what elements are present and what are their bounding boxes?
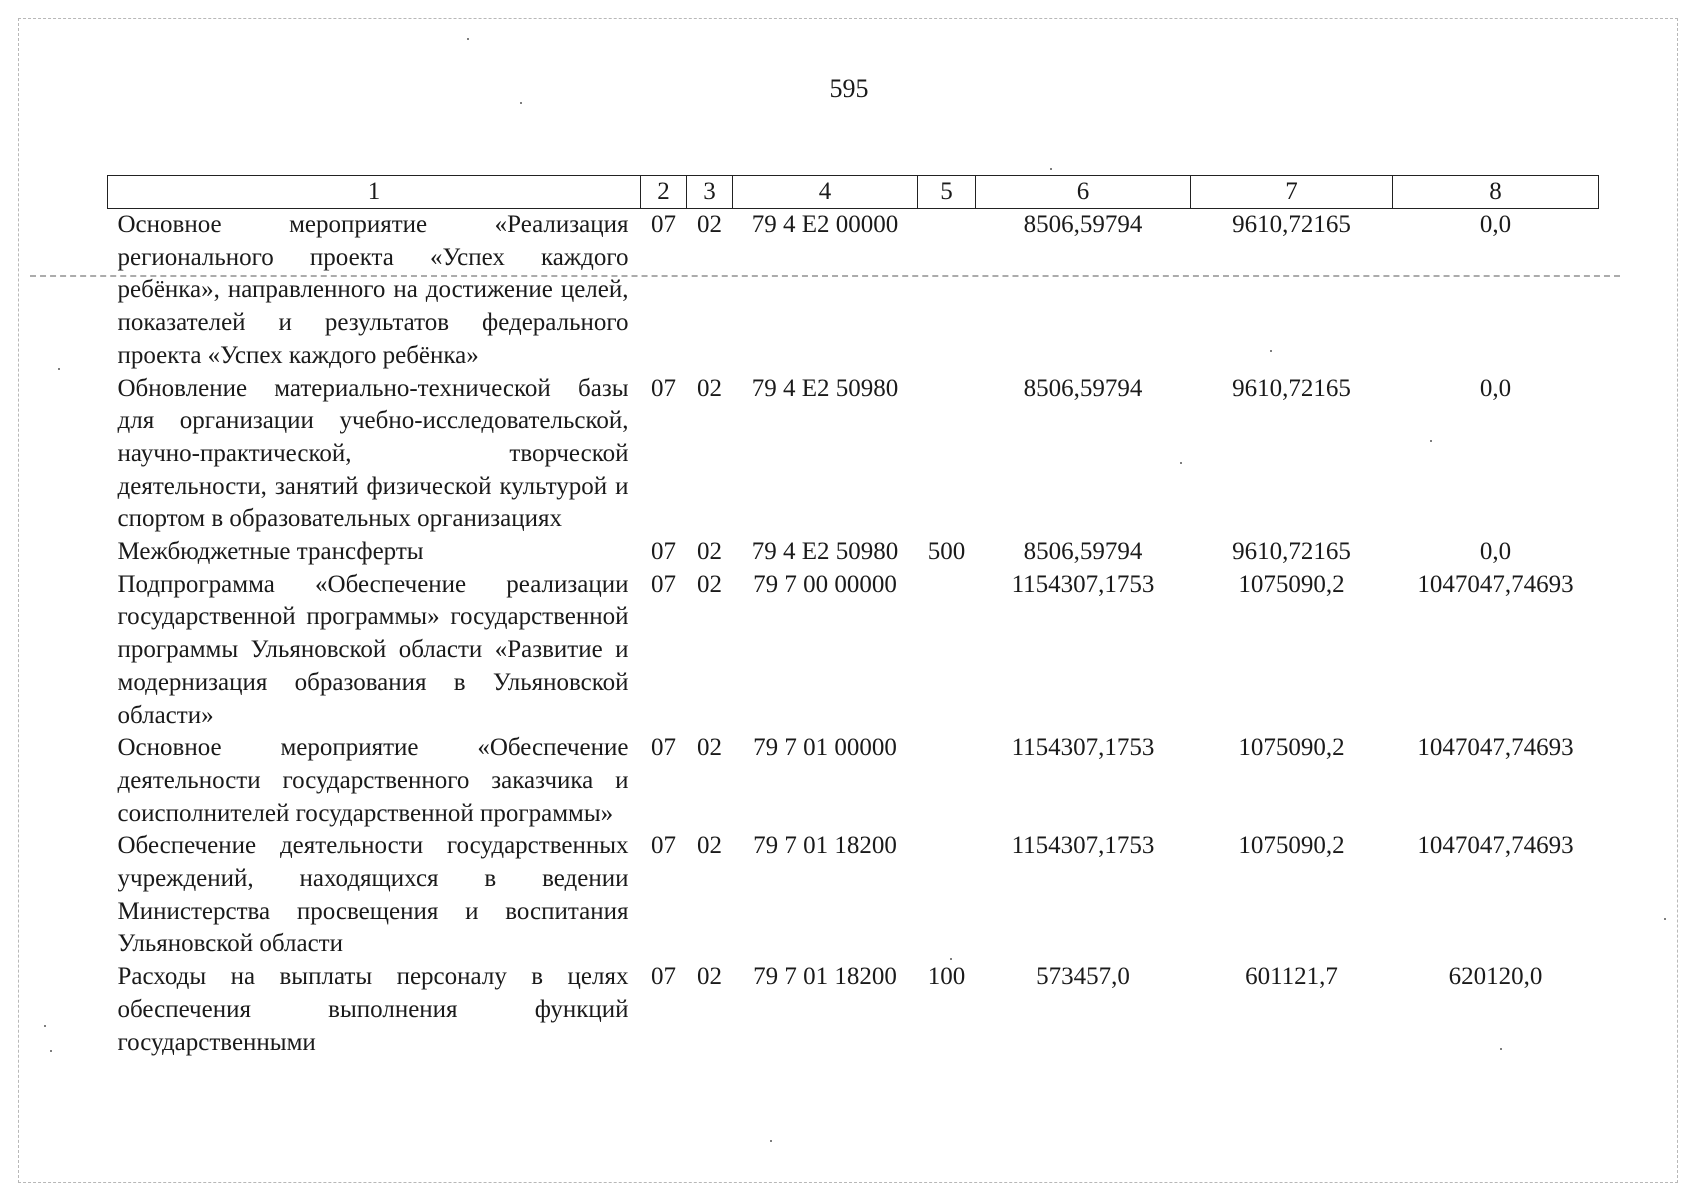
row-target-article: 79 7 01 18200 [753, 832, 897, 860]
row-sum-col7: 601121,7 [1245, 963, 1338, 991]
table-row [108, 830, 1599, 961]
row-razdel: 07 [651, 832, 676, 860]
column-header-3: 3 [687, 176, 733, 209]
row-target-article: 79 7 00 00000 [753, 570, 897, 598]
row-target-article: 79 7 01 00000 [753, 734, 897, 762]
row-sum-col6: 1154307,1753 [1011, 570, 1155, 598]
scan-speck [1050, 168, 1052, 170]
row-expense-type [918, 569, 976, 733]
row-sum-col8: 1047047,74693 [1417, 734, 1574, 762]
scan-speck [1664, 918, 1666, 920]
row-sum-col8: 1047047,74693 [1417, 832, 1574, 860]
row-expense-type [918, 830, 976, 961]
row-sum-col8: 0,0 [1479, 374, 1512, 402]
row-razdel: 07 [651, 374, 676, 402]
row-target-article: 79 4 E2 50980 [751, 374, 899, 402]
row-podrazdel: 02 [697, 570, 722, 598]
row-podrazdel: 02 [697, 963, 722, 991]
row-sum-col7: 1075090,2 [1238, 832, 1345, 860]
row-podrazdel: 02 [697, 374, 722, 402]
row-sum-col6: 8506,59794 [1023, 211, 1143, 238]
row-sum-col8: 620120,0 [1448, 963, 1543, 991]
table-row [108, 961, 1599, 1059]
row-name: Расходы на выплаты персоналу в целях обеспечения выполнения функций государственными [117, 963, 629, 1056]
row-target-article: 79 7 01 18200 [753, 963, 897, 991]
row-sum-col7: 9610,72165 [1232, 211, 1351, 238]
row-sum-col7: 1075090,2 [1238, 570, 1345, 598]
row-razdel: 07 [651, 734, 676, 762]
row-sum-col6: 8506,59794 [1023, 538, 1143, 566]
row-podrazdel: 02 [697, 832, 722, 860]
row-name: Подпрограмма «Обеспечение реализации государственной программы» государственной программы Ульяновской области «Развитие и модернизация образования в Ульяновской области» [117, 570, 629, 729]
row-expense-type [918, 373, 976, 537]
row-name: Основное мероприятие «Обеспечение деятельности государственного заказчика и соисполнителей государственной программы» [117, 734, 629, 827]
table-row [108, 732, 1599, 830]
row-expense-type: 100 [927, 963, 966, 991]
row-podrazdel: 02 [697, 211, 722, 238]
row-razdel: 07 [651, 963, 676, 991]
row-sum-col6: 8506,59794 [1023, 374, 1143, 402]
table-header-row [108, 176, 1599, 209]
row-sum-col7: 9610,72165 [1232, 538, 1351, 566]
row-sum-col6: 573457,0 [1036, 963, 1130, 991]
column-header-6: 6 [976, 176, 1191, 209]
scan-speck [50, 1050, 52, 1052]
scan-speck [44, 1025, 46, 1027]
row-target-article: 79 4 E2 00000 [751, 211, 899, 238]
column-header-4: 4 [733, 176, 918, 209]
table-row [108, 569, 1599, 733]
row-sum-col6: 1154307,1753 [1011, 832, 1155, 860]
row-name: Межбюджетные трансферты [117, 538, 424, 566]
row-name: Обновление материально-технической базы для организации учебно-исследовательской, научно-практической, творческой деятельности, занятий физической культурой и спортом в образовательных организациях [117, 374, 629, 533]
row-sum-col8: 0,0 [1479, 211, 1512, 238]
row-sum-col6: 1154307,1753 [1011, 734, 1155, 762]
table-row [108, 209, 1599, 373]
row-name: Основное мероприятие «Реализация регионального проекта «Успех каждого ребёнка», направленного на достижение целей, показателей и результатов федерального проекта «Успех каждого ребёнка» [117, 211, 629, 369]
row-sum-col8: 0,0 [1479, 538, 1512, 566]
row-razdel: 07 [651, 211, 676, 238]
row-expense-type [918, 209, 976, 373]
row-podrazdel: 02 [697, 734, 722, 762]
row-expense-type [918, 732, 976, 830]
column-header-5: 5 [918, 176, 976, 209]
column-header-7: 7 [1191, 176, 1393, 209]
scan-speck [467, 38, 469, 40]
row-expense-type: 500 [927, 538, 966, 566]
row-razdel: 07 [651, 570, 676, 598]
row-name: Обеспечение деятельности государственных учреждений, находящихся в ведении Министерства просвещения и воспитания Ульяновской области [117, 832, 629, 958]
table-row [108, 373, 1599, 537]
row-razdel: 07 [651, 538, 676, 566]
page-number: 595 [829, 74, 869, 103]
row-sum-col8: 1047047,74693 [1417, 570, 1574, 598]
row-sum-col7: 9610,72165 [1232, 374, 1351, 402]
column-header-2: 2 [641, 176, 687, 209]
scan-speck [58, 368, 60, 370]
column-header-1: 1 [108, 176, 641, 209]
table-row [108, 536, 1599, 569]
row-podrazdel: 02 [697, 538, 722, 566]
column-header-8: 8 [1393, 176, 1599, 209]
row-target-article: 79 4 E2 50980 [751, 538, 899, 566]
row-sum-col7: 1075090,2 [1238, 734, 1345, 762]
budget-table [107, 175, 1599, 1059]
scan-speck [770, 1140, 772, 1142]
